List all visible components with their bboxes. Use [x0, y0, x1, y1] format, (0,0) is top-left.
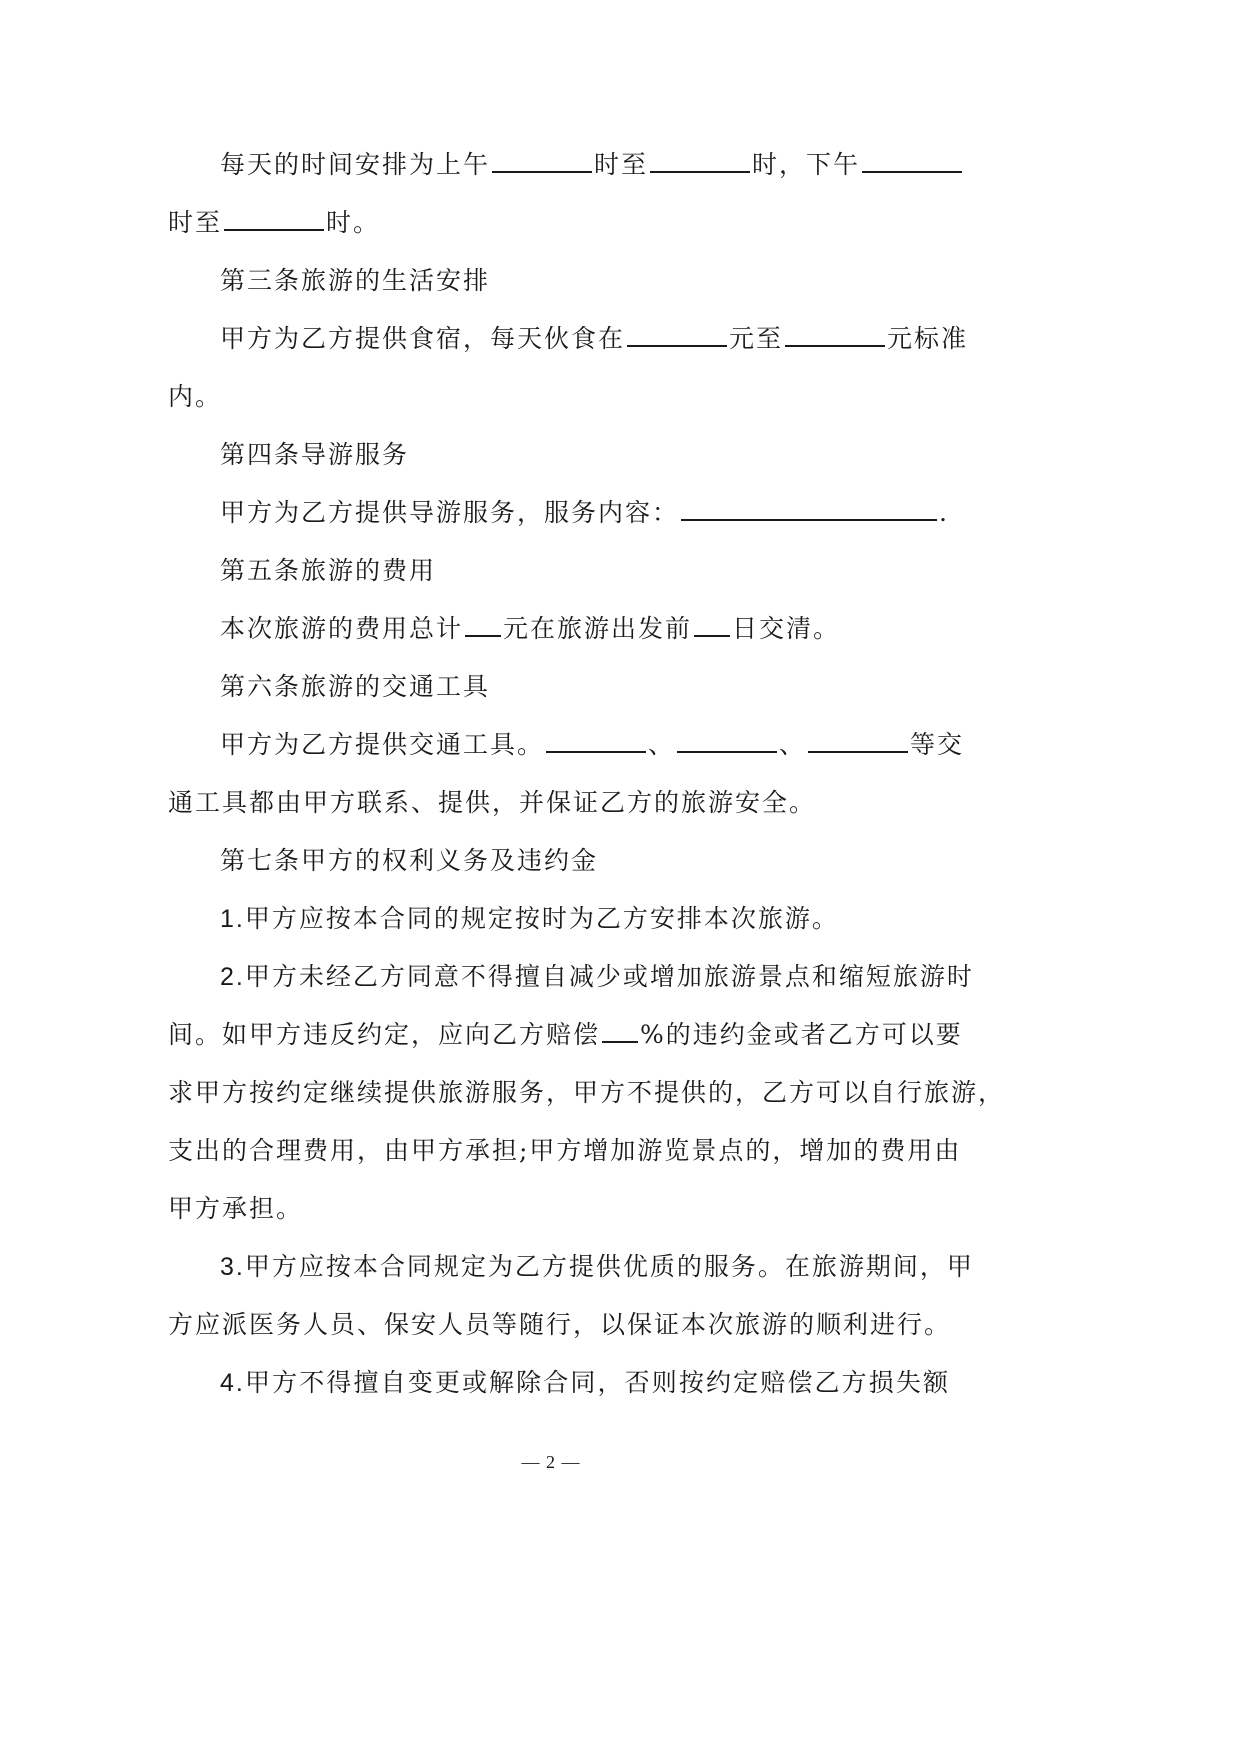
- paragraph-line: [168, 1131, 962, 1171]
- text-segment: %的违约金或者乙方可以要: [640, 1020, 963, 1049]
- list-item: [220, 1363, 950, 1403]
- fill-in-blank[interactable]: [677, 729, 777, 753]
- fill-in-blank[interactable]: [785, 323, 885, 347]
- fill-in-blank[interactable]: [627, 323, 727, 347]
- text-segment: 甲方未经乙方同意不得擅自减少或增加旅游景点和缩短旅游时: [244, 962, 974, 991]
- fill-in-blank[interactable]: [602, 1019, 638, 1043]
- text-segment: 甲方不得擅自变更或解除合同，否则按约定赔偿乙方损失额: [244, 1368, 950, 1397]
- paragraph-line: [168, 203, 950, 243]
- paragraph-line: [220, 319, 969, 359]
- fill-in-blank[interactable]: [808, 729, 908, 753]
- fill-in-blank[interactable]: [681, 497, 937, 521]
- text-segment: 日交清。: [732, 614, 841, 643]
- text-segment: 、: [779, 730, 807, 759]
- text-segment: 每天的时间安排为上午: [220, 150, 491, 179]
- section-title: 第三条旅游的生活安排: [220, 266, 491, 295]
- fill-in-blank[interactable]: [224, 207, 324, 231]
- paragraph-line: [168, 1305, 950, 1345]
- section-heading: [220, 435, 950, 475]
- section-title: 第七条甲方的权利义务及违约金: [220, 846, 599, 875]
- text-segment: 求甲方按约定继续提供旅游服务，甲方不提供的，乙方可以自行旅游，: [168, 1078, 1006, 1107]
- text-segment: 甲方承担。: [168, 1194, 304, 1223]
- text-segment: 内。: [168, 382, 223, 411]
- list-item: [220, 957, 974, 997]
- fill-in-blank[interactable]: [465, 613, 501, 637]
- item-number: 1.: [220, 905, 245, 933]
- section-heading: [220, 841, 950, 881]
- item-number: 3.: [220, 1253, 245, 1281]
- text-segment: 元至: [729, 324, 784, 353]
- fill-in-blank[interactable]: [492, 149, 592, 173]
- text-segment: 元标准: [887, 324, 969, 353]
- fill-in-blank[interactable]: [650, 149, 750, 173]
- text-segment: 甲方为乙方提供食宿，每天伙食在: [220, 324, 626, 353]
- section-heading: [220, 551, 950, 591]
- text-segment: 、: [648, 730, 676, 759]
- paragraph-line: [168, 1015, 963, 1055]
- text-segment: 甲方为乙方提供导游服务，服务内容：: [220, 498, 680, 527]
- paragraph-line: [220, 145, 950, 185]
- section-title: 第五条旅游的费用: [220, 556, 437, 585]
- paragraph-line: [220, 609, 950, 649]
- paragraph-line: [220, 725, 965, 765]
- text-segment: 本次旅游的费用总计: [220, 614, 464, 643]
- item-number: 4.: [220, 1369, 245, 1397]
- section-title: 第四条导游服务: [220, 440, 410, 469]
- item-number: 2.: [220, 963, 245, 991]
- text-segment: 甲方为乙方提供交通工具。: [220, 730, 545, 759]
- paragraph-line: [220, 493, 950, 533]
- paragraph-line: [168, 1189, 950, 1229]
- paragraph-line: [168, 783, 950, 823]
- fill-in-blank[interactable]: [694, 613, 730, 637]
- text-segment: 等交: [910, 730, 965, 759]
- section-heading: [220, 261, 950, 301]
- text-segment: .: [939, 498, 949, 527]
- list-item: [220, 899, 950, 939]
- text-segment: 时，下午: [752, 150, 861, 179]
- text-segment: 支出的合理费用，由甲方承担;甲方增加游览景点的，增加的费用由: [168, 1136, 962, 1165]
- page-number: — 2 —: [521, 1452, 581, 1472]
- text-segment: 通工具都由甲方联系、提供，并保证乙方的旅游安全。: [168, 788, 817, 817]
- fill-in-blank[interactable]: [546, 729, 646, 753]
- text-segment: 甲方应按本合同规定为乙方提供优质的服务。在旅游期间，甲: [244, 1252, 974, 1281]
- section-heading: [220, 667, 950, 707]
- fill-in-blank[interactable]: [862, 149, 962, 173]
- paragraph-line: [168, 377, 950, 417]
- paragraph-line: [168, 1073, 1006, 1113]
- text-segment: 时至: [168, 208, 223, 237]
- text-segment: 间。如甲方违反约定，应向乙方赔偿: [168, 1020, 601, 1049]
- text-segment: 方应派医务人员、保安人员等随行，以保证本次旅游的顺利进行。: [168, 1310, 952, 1339]
- text-segment: 甲方应按本合同的规定按时为乙方安排本次旅游。: [244, 904, 839, 933]
- text-segment: 时至: [594, 150, 649, 179]
- list-item: [220, 1247, 974, 1287]
- text-segment: 元在旅游出发前: [503, 614, 693, 643]
- section-title: 第六条旅游的交通工具: [220, 672, 491, 701]
- text-segment: 时。: [326, 208, 381, 237]
